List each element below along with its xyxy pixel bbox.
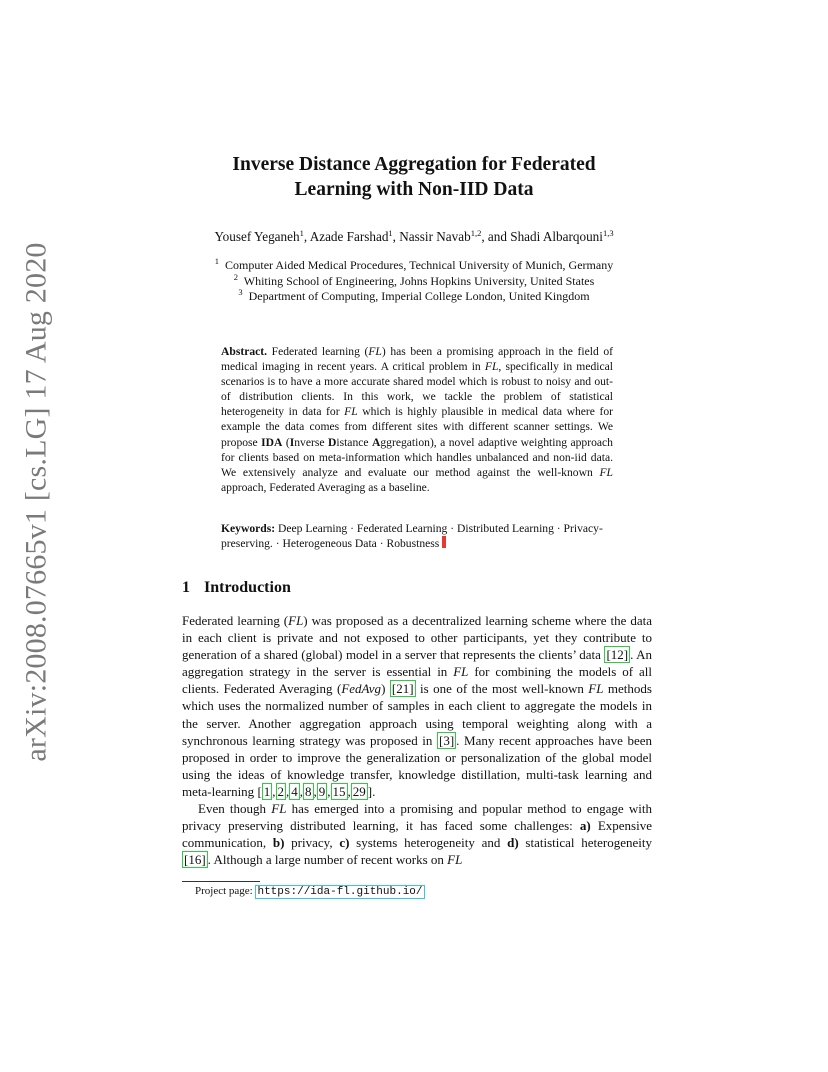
citation-link[interactable]: 8 <box>305 783 312 799</box>
title-line-2: Learning with Non-IID Data <box>294 179 534 200</box>
body-text: Federated learning ( <box>182 613 289 628</box>
introduction-body <box>182 612 652 868</box>
footnote <box>195 885 425 898</box>
author-4-sup: 1,3 <box>602 228 614 238</box>
intro-paragraph-1: Federated learning (FL) was proposed as a decentralized learning scheme where the data in each client is private and not exposed to other participants, yet they contribute to generation of a shared (global) model in a server that represents the clients’ data [12] . An aggregation strategy in the server is essential in FL for combining the models of all clients. Federated Averaging (FedAvg) [21] is one of the most well-known FL methods which uses the normalized number of samples in each client to aggregate the models in the server. Another aggregation approach using temporal weighting along with a synchronous learning strategy was proposed in [3] . Many recent approaches have been proposed in order to improve the generalization or personalization of the global model using the ideas of knowledge transfer, knowledge distillation, multi-task learning and meta-learning [ 1 , 2 , 4 , 8 , 9 , 15 , 29 ]. <box>182 613 653 799</box>
arxiv-side-identifier <box>14 242 60 762</box>
abstract-text: istance <box>336 435 372 449</box>
author-separator: , <box>392 229 400 244</box>
abstract-text: approach, Federated Averaging as a baseline. <box>221 480 430 494</box>
fl-term: FL <box>271 801 287 817</box>
affiliation-2-text: Whiting School of Engineering, Johns Hopkins University, United States <box>243 273 595 288</box>
list-label: a) <box>579 818 591 834</box>
abstract-text: ggregation), a novel adaptive weighting approach for clients based on meta-information which handles unbalanced and non-iid data. We extensively analyze and evaluate our method against the well-known <box>221 435 613 479</box>
citation-link[interactable]: 9 <box>318 783 326 799</box>
footnote-label: Project page: <box>195 885 256 897</box>
abstract-text: which is highly plausible in medical data where for example the data comes from different sites with different scanner settings. We propose <box>221 405 613 449</box>
citation-link[interactable]: 1 <box>263 783 271 799</box>
footnote-rule <box>182 881 260 882</box>
fl-term: FL <box>344 405 358 419</box>
body-text: ) was proposed as a decentralized learning scheme where the data in each client is private and not exposed to other participants, yet they contribute to generation of a shared (global) model in a server that represents the clients’ data <box>182 613 652 663</box>
author-1-sup: 1 <box>299 228 304 238</box>
affiliation-3 <box>150 289 678 305</box>
section-number: 1 <box>182 579 190 596</box>
citation-link-12[interactable]: [12] <box>606 647 629 663</box>
keywords-text: Deep Learning · Federated Learning · Distributed Learning · Privacy-preserving. · Heterogeneous Data · Robustness <box>221 522 603 551</box>
citation-link[interactable]: 29 <box>352 783 366 799</box>
project-page-link[interactable]: https://ida-fl.github.io/ <box>257 886 423 898</box>
citation-link-3[interactable]: [3] <box>439 732 455 748</box>
body-text: . Although a large number of recent works on <box>207 852 448 868</box>
affiliation-3-num: 3 <box>238 287 243 297</box>
author-separator: , <box>303 229 310 244</box>
citation-link[interactable]: 15 <box>332 783 346 799</box>
citation-link-21[interactable]: [21] <box>391 681 414 697</box>
list-label: d) <box>507 835 519 851</box>
abstract <box>221 344 613 495</box>
body-text: . <box>372 783 376 799</box>
abstract-text: nverse <box>294 435 328 449</box>
intro-paragraph-2 <box>182 800 652 868</box>
author-list <box>150 229 678 245</box>
author-1: Yousef Yeganeh <box>214 229 300 244</box>
body-text: Expensive communication, <box>182 818 652 851</box>
abstract-text: ) has been a promising approach in the field of medical imaging in recent years. A critical problem in <box>221 345 614 374</box>
section-title: Introduction <box>204 579 291 596</box>
body-text: ) <box>381 681 390 697</box>
body-text: . An aggregation strategy in the server is essential in <box>182 647 653 680</box>
affiliation-1 <box>150 258 678 274</box>
body-text: statistical heterogeneity <box>518 835 653 851</box>
affiliation-2-num: 2 <box>233 271 238 282</box>
abstract-text: , specifically in medical scenarios is to have a more accurate shared model which is robust to noisy and out-of distribution clients. In this work, we tackle the problem of statistical heterogeneity in data for <box>221 360 613 419</box>
citation-bracket: [ <box>257 783 262 799</box>
acronym-letter: A <box>371 435 381 449</box>
fedavg-term: FedAvg <box>341 681 382 697</box>
author-3: Nassir Navab <box>399 229 471 244</box>
text-cursor-marker <box>442 536 446 548</box>
affiliation-3-text: Department of Computing, Imperial College London, United Kingdom <box>248 289 590 303</box>
body-text: methods which uses the normalized number of samples in each client to aggregate the models in the server. Another aggregation approach using temporal weighting along with a synchronous learning strategy was proposed in <box>182 681 652 748</box>
affiliation-2 <box>150 271 678 290</box>
author-3-sup: 1,2 <box>470 228 482 238</box>
list-label: b) <box>272 835 285 851</box>
title-line-1: Inverse Distance Aggregation for Federated <box>232 154 596 175</box>
fl-term: FL <box>368 345 382 358</box>
abstract-label: Abstract. <box>221 345 268 358</box>
affiliation-1-text: Computer Aided Medical Procedures, Technical University of Munich, Germany <box>225 258 614 272</box>
body-text: has emerged into a promising and popular method to engage with privacy preserving distributed learning, it has faced some challenges: <box>182 801 652 834</box>
body-text: . Many recent approaches have been proposed in order to improve the generalization or personalization of the global model using the ideas of knowledge transfer, knowledge distillation, multi-task learning and meta-learning <box>182 732 652 799</box>
citation-link[interactable]: 4 <box>291 783 298 799</box>
ida-term: IDA <box>261 435 283 449</box>
fl-term: FL <box>453 664 469 680</box>
citation-link-16[interactable]: [16] <box>184 852 206 868</box>
citation-bracket: ] <box>367 783 373 799</box>
keywords <box>221 521 617 551</box>
body-text: is one of the most well-known <box>415 681 589 697</box>
fl-term: FL <box>288 613 304 628</box>
body-text: privacy, <box>284 835 340 851</box>
acronym-letter: D <box>327 435 337 449</box>
author-and: , and <box>481 229 511 244</box>
fl-term: FL <box>447 852 463 868</box>
author-2-sup: 1 <box>388 228 393 238</box>
affiliations <box>150 258 678 305</box>
body-text: Even though <box>198 801 272 817</box>
paper-title <box>150 152 678 202</box>
section-heading <box>182 579 291 597</box>
keywords-label: Keywords: <box>221 522 276 535</box>
abstract-text: ( <box>282 435 290 449</box>
abstract-text: Federated learning ( <box>267 345 369 358</box>
author-4: Shadi Albarqouni <box>510 229 603 244</box>
arxiv-id-text: arXiv:2008.07665v1 [cs.LG] 17 Aug 2020 <box>20 242 53 762</box>
fl-term: FL <box>599 465 613 479</box>
body-text: for combining the models of all clients. Federated Averaging ( <box>182 664 652 697</box>
acronym-letter: I <box>289 435 295 449</box>
fl-term: FL <box>484 360 499 374</box>
list-label: c) <box>339 835 350 851</box>
citation-link[interactable]: 2 <box>277 783 285 799</box>
author-2: Azade Farshad <box>309 229 389 244</box>
affiliation-1-num: 1 <box>214 256 220 266</box>
fl-term: FL <box>588 681 604 697</box>
body-text: systems heterogeneity and <box>349 835 508 851</box>
